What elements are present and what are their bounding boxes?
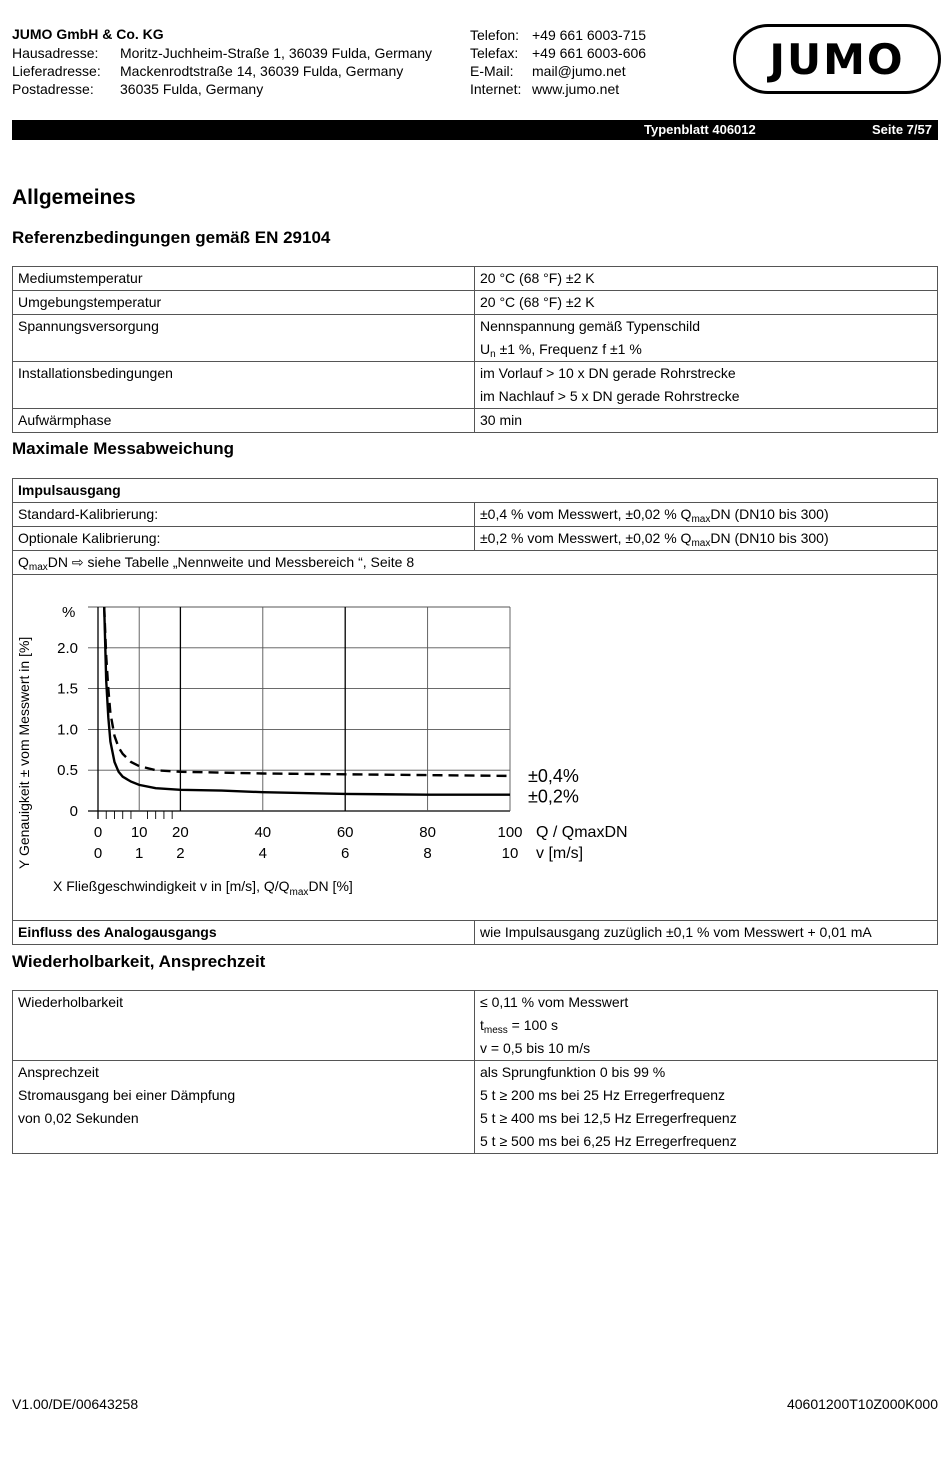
value-line: 5 t ≥ 400 ms bei 12,5 Hz Erregerfrequenz [480, 1110, 737, 1126]
address-label: Lieferadresse: [12, 63, 101, 79]
table-row [13, 503, 938, 527]
table-row-chart [13, 575, 938, 921]
section-heading-max-deviation: Maximale Messabweichung [12, 439, 235, 458]
table-row [13, 479, 938, 503]
series-label: ±0,4% [528, 765, 579, 786]
section-heading-repeatability: Wiederholbarkeit, Ansprechzeit [12, 952, 266, 971]
reference-conditions-table [12, 266, 938, 433]
label-line: Ansprechzeit [18, 1064, 99, 1080]
label-line: von 0,02 Sekunden [18, 1110, 139, 1126]
v-tick-label: 1 [135, 845, 144, 862]
y-tick-label: 1.0 [57, 721, 78, 739]
table-cell-label: Spannungsversorgung [13, 315, 475, 362]
contact-value[interactable]: mail@jumo.net [532, 63, 626, 79]
series-line [104, 607, 510, 795]
y-tick-label: 0 [69, 803, 78, 820]
v-tick-label: 8 [423, 845, 432, 862]
table-cell-label: Umgebungstemperatur [13, 291, 475, 315]
subscript: n [490, 349, 496, 360]
series-line [104, 607, 510, 776]
table-cell-label: Wiederholbarkeit [13, 991, 475, 1061]
x-tick-label: 0 [93, 824, 103, 841]
table-cell-value [475, 315, 938, 362]
table-cell-label: Standard-Kalibrierung: [13, 503, 475, 527]
contact-value: +49 661 6003-606 [532, 45, 647, 61]
table-row [13, 409, 938, 433]
value-line: 5 t ≥ 500 ms bei 6,25 Hz Erregerfrequenz [480, 1133, 737, 1149]
table-row [13, 291, 938, 315]
table-row [13, 921, 938, 945]
contact-value[interactable]: www.jumo.net [532, 81, 620, 97]
table-row [13, 551, 938, 575]
text-fragment: t [480, 1017, 484, 1033]
section-heading-reference: Referenzbedingungen gemäß EN 29104 [12, 228, 331, 247]
table-cell-value [475, 362, 938, 409]
address-value: Moritz-Juchheim-Straße 1, 36039 Fulda, Germany [120, 45, 433, 61]
address-label: Hausadresse: [12, 45, 99, 61]
contact-value: +49 661 6003-715 [532, 27, 647, 43]
value-line [480, 1017, 932, 1040]
footer-code: 40601200T10Z000K000 [786, 1396, 938, 1412]
footer-version: V1.00/DE/00643258 [12, 1396, 139, 1412]
contact-label: E-Mail: [470, 63, 514, 79]
label-line: Stromausgang bei einer Dämpfung [18, 1087, 236, 1103]
text-fragment: ±0,4 % vom Messwert, ±0,02 % Q [480, 506, 692, 522]
contact-label: Telefon: [470, 27, 520, 43]
subscript: mess [483, 1025, 508, 1036]
text-fragment: ±1 %, Frequenz f ±1 % [495, 341, 642, 357]
address-label: Postadresse: [12, 81, 94, 97]
contact-label: Telefax: [470, 45, 519, 61]
series-label: ±0,2% [528, 786, 579, 807]
table-cell-value: wie Impulsausgang zuzüglich ±0,1 % vom Messwert + 0,01 mA [475, 921, 938, 945]
page-title: Allgemeines [12, 186, 136, 209]
text-fragment: DN [%] [308, 878, 353, 894]
text-fragment: U [480, 341, 491, 357]
x-tick-label: 100 [497, 824, 523, 841]
text-fragment: DN (DN10 bis 300) [710, 506, 829, 522]
subscript: max [691, 514, 711, 525]
table-cell-value [475, 503, 938, 527]
jumo-logo [733, 24, 941, 94]
v-tick-label: 4 [258, 845, 267, 862]
x-tick-label: 60 [336, 824, 354, 841]
table-note [13, 551, 938, 575]
text-fragment: X Fließgeschwindigkeit v in [m/s], Q/Q [53, 878, 290, 894]
address-value: 36035 Fulda, Germany [120, 81, 264, 97]
x-axis-label [53, 878, 353, 898]
text-fragment: = 100 s [507, 1017, 558, 1033]
table-cell-label: Installationsbedingungen [13, 362, 475, 409]
table-row [13, 527, 938, 551]
x-tick-label: 10 [130, 824, 148, 841]
x-tick-label: 80 [419, 824, 436, 841]
table-cell-label [13, 1061, 475, 1154]
max-deviation-table [12, 478, 938, 945]
chart-cell [13, 575, 938, 921]
chart-series [104, 607, 510, 795]
v-tick-label: 10 [501, 845, 519, 862]
text-fragment: DN (DN10 bis 300) [710, 530, 829, 546]
doc-info-bar [12, 120, 938, 140]
value-line: ≤ 0,11 % vom Messwert [480, 994, 629, 1010]
table-cell-value: 20 °C (68 °F) ±2 K [475, 291, 938, 315]
table-cell-value [475, 991, 938, 1061]
table-row [13, 362, 938, 409]
x-tick-label: 40 [254, 824, 272, 841]
text-fragment: ±0,2 % vom Messwert, ±0,02 % Q [480, 530, 692, 546]
table-cell-label: Aufwärmphase [13, 409, 475, 433]
repeatability-table [12, 990, 938, 1154]
table-cell-value [475, 527, 938, 551]
accuracy-chart [13, 575, 937, 921]
value-line: im Vorlauf > 10 x DN gerade Rohrstrecke [480, 365, 736, 381]
table-row [13, 267, 938, 291]
y-unit-label: % [62, 604, 76, 621]
x-tick-label: 20 [172, 824, 189, 841]
table-row [13, 991, 938, 1061]
value-line: im Nachlauf > 5 x DN gerade Rohrstrecke [480, 388, 740, 404]
text-fragment: Q [18, 554, 29, 570]
y-tick-label: 0.5 [57, 762, 78, 780]
subscript: max [28, 562, 48, 573]
contact-label: Internet: [470, 81, 522, 97]
table-row [13, 1061, 938, 1154]
y-tick-label: 2.0 [57, 639, 78, 657]
value-line: v = 0,5 bis 10 m/s [480, 1040, 591, 1056]
v-axis-name: v [m/s] [536, 845, 584, 862]
table-cell-value [475, 1061, 938, 1154]
y-tick-label: 1.5 [57, 680, 78, 698]
value-line: als Sprungfunktion 0 bis 99 % [480, 1064, 666, 1080]
value-line: 5 t ≥ 200 ms bei 25 Hz Erregerfrequenz [480, 1087, 726, 1103]
table-cell-label: Optionale Kalibrierung: [13, 527, 475, 551]
logo-text: JUMO [769, 34, 905, 84]
table-cell-value: 30 min [475, 409, 938, 433]
v-tick-label: 6 [341, 845, 350, 862]
value-line [480, 341, 932, 358]
table-subheading: Impulsausgang [13, 479, 938, 503]
table-cell-value: 20 °C (68 °F) ±2 K [475, 267, 938, 291]
table-cell-label: Mediumstemperatur [13, 267, 475, 291]
v-tick-label: 0 [93, 845, 103, 862]
doc-number: Typenblatt 406012 [644, 122, 756, 137]
address-value: Mackenrodtstraße 14, 36039 Fulda, Germany [120, 63, 404, 79]
y-axis-label: Y Genauigkeit ± vom Messwert in [%] [16, 636, 32, 869]
table-row [13, 315, 938, 362]
v-tick-label: 2 [176, 845, 185, 862]
subscript: max [691, 538, 711, 549]
x-axis-name: Q / QmaxDN [536, 824, 628, 841]
text-fragment: DN ⇨ siehe Tabelle „Nennweite und Messbereich “, Seite 8 [47, 554, 415, 570]
page-number: Seite 7/57 [872, 122, 932, 137]
table-cell-label: Einfluss des Analogausgangs [13, 921, 475, 945]
company-name: JUMO GmbH & Co. KG [12, 26, 164, 42]
subscript: max [289, 887, 309, 898]
value-line: Nennspannung gemäß Typenschild [480, 318, 701, 334]
